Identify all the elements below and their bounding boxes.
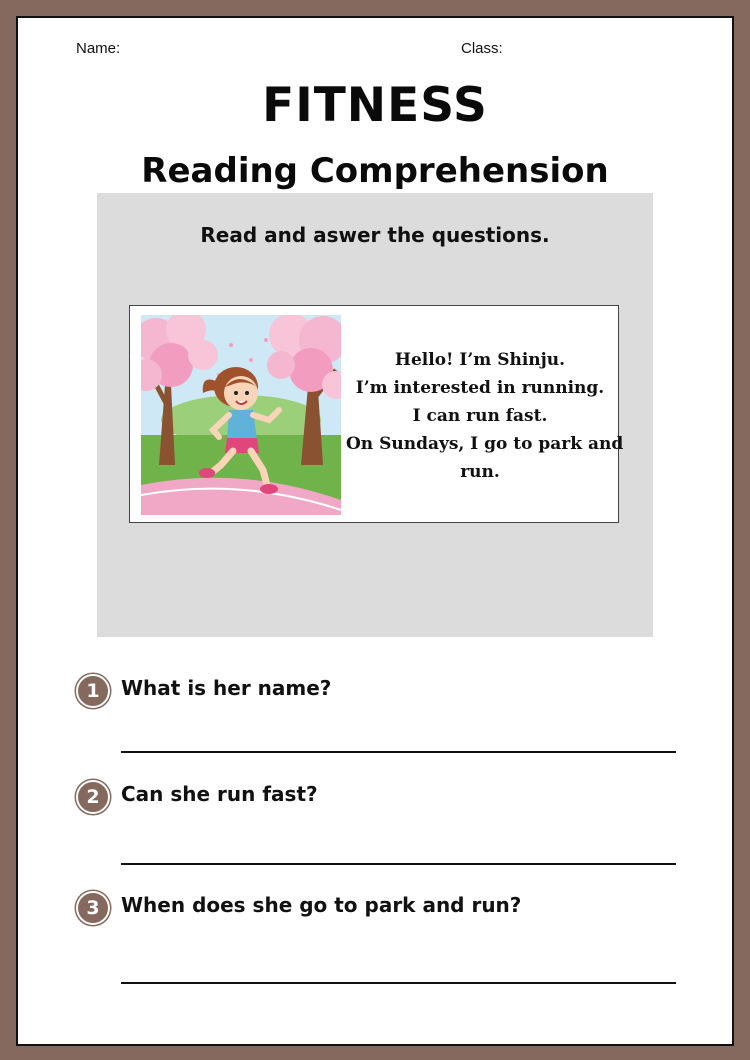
answer-line-2[interactable] <box>121 863 676 865</box>
story-line: I can run fast. <box>412 406 548 426</box>
page-subtitle: Reading Comprehension <box>141 151 609 191</box>
answer-line-1[interactable] <box>121 751 676 753</box>
story-line: On Sundays, I go to park and <box>346 434 624 454</box>
question-text: What is her name? <box>121 676 332 700</box>
question-number-badge: 1 <box>76 674 110 708</box>
page-title: FITNESS <box>262 78 488 133</box>
story-text <box>346 346 624 486</box>
name-label: Name: <box>76 40 121 57</box>
instruction-text: Read and aswer the questions. <box>200 223 550 247</box>
answer-line-3[interactable] <box>121 982 676 984</box>
story-line: I’m interested in running. <box>355 378 605 398</box>
question-number-badge: 2 <box>76 780 110 814</box>
class-label: Class: <box>461 40 503 57</box>
question-text: Can she run fast? <box>121 782 318 806</box>
running-girl-illustration <box>141 315 341 515</box>
reading-section <box>97 193 653 637</box>
story-line: Hello! I’m Shinju. <box>394 350 566 370</box>
story-card <box>129 305 624 523</box>
worksheet-page <box>16 16 734 1046</box>
question-text: When does she go to park and run? <box>121 893 522 917</box>
story-line: run. <box>460 462 500 482</box>
question-number-badge: 3 <box>76 891 110 925</box>
